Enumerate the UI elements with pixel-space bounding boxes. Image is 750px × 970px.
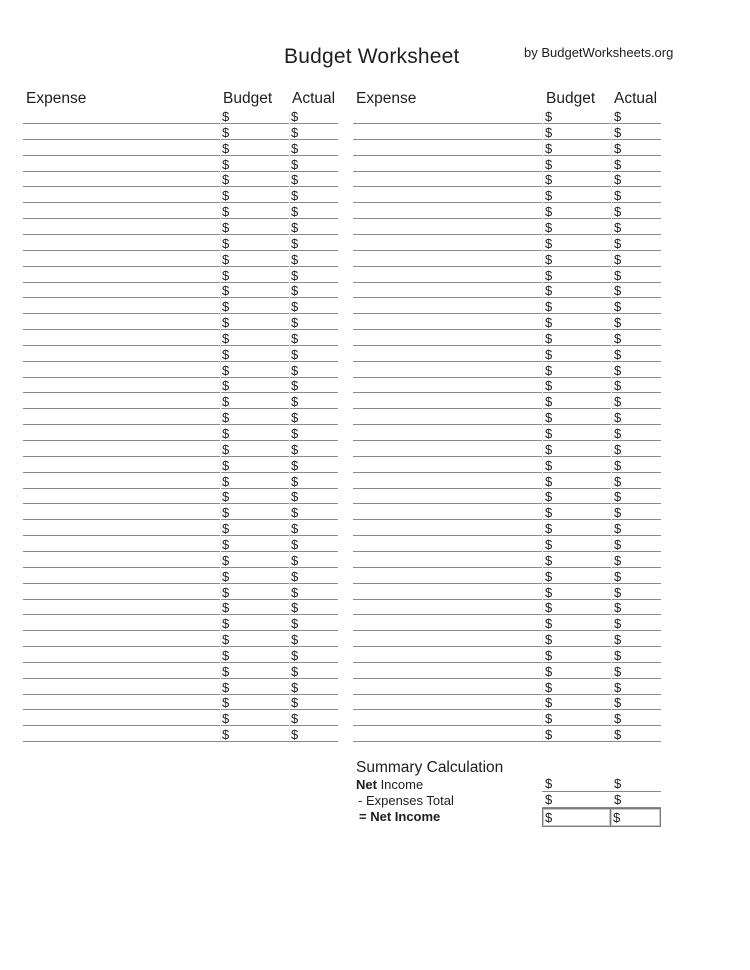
- right-actual-dollar: $: [614, 330, 622, 346]
- right-expense-row-line[interactable]: [353, 709, 661, 710]
- right-actual-dollar: $: [614, 600, 622, 616]
- left-budget-dollar: $: [222, 552, 230, 568]
- left-actual-dollar: $: [291, 552, 299, 568]
- left-budget-dollar: $: [222, 727, 230, 743]
- left-actual-dollar: $: [291, 663, 299, 679]
- left-actual-dollar: $: [291, 362, 299, 378]
- left-budget-dollar: $: [222, 632, 230, 648]
- left-actual-dollar: $: [291, 441, 299, 457]
- right-actual-dollar: $: [614, 457, 622, 473]
- left-actual-dollar: $: [291, 204, 299, 220]
- left-budget-dollar: $: [222, 378, 230, 394]
- right-budget-dollar: $: [545, 219, 553, 235]
- left-actual-dollar: $: [291, 299, 299, 315]
- right-expense-row-line[interactable]: [353, 424, 661, 425]
- right-budget-dollar: $: [545, 410, 553, 426]
- right-expense-row-line[interactable]: [353, 456, 661, 457]
- left-actual-divider: [289, 113, 291, 741]
- right-budget-dollar: $: [545, 156, 553, 172]
- right-expense-row-line[interactable]: [353, 139, 661, 140]
- left-actual-dollar: $: [291, 140, 299, 156]
- left-budget-dollar: $: [222, 267, 230, 283]
- right-actual-dollar: $: [614, 441, 622, 457]
- currency-symbol: $: [613, 810, 621, 825]
- right-expense-row-line[interactable]: [353, 503, 661, 504]
- summary-net-income-label: [356, 777, 423, 792]
- summary-income-text: Income: [376, 777, 424, 792]
- right-budget-dollar: $: [545, 457, 553, 473]
- right-budget-dollar: $: [545, 616, 553, 632]
- right-budget-dollar: $: [545, 315, 553, 331]
- left-budget-dollar: $: [222, 346, 230, 362]
- right-expense-row-line[interactable]: [353, 678, 661, 679]
- right-expense-row-line[interactable]: [353, 646, 661, 647]
- right-budget-dollar: $: [545, 679, 553, 695]
- left-budget-dollar: $: [222, 584, 230, 600]
- summary-net-bold: Net: [356, 777, 377, 792]
- page-title: Budget Worksheet: [284, 45, 460, 68]
- left-budget-dollar: $: [222, 330, 230, 346]
- right-actual-dollar: $: [614, 632, 622, 648]
- left-budget-dollar: $: [222, 283, 230, 299]
- right-expense-row-line[interactable]: [353, 202, 661, 203]
- left-budget-dollar: $: [222, 235, 230, 251]
- right-budget-header: Budget: [546, 90, 596, 107]
- net-income-budget-dollar: $: [545, 776, 553, 791]
- byline: by BudgetWorksheets.org: [524, 45, 674, 60]
- right-expense-row-line[interactable]: [353, 361, 661, 362]
- right-budget-dollar: $: [545, 647, 553, 663]
- net-income-line[interactable]: [542, 791, 661, 792]
- left-actual-dollar: $: [291, 711, 299, 727]
- left-actual-dollar: $: [291, 109, 299, 124]
- right-budget-dollar: $: [545, 441, 553, 457]
- right-actual-dollar: $: [614, 172, 622, 188]
- right-budget-dollar: $: [545, 426, 553, 441]
- right-actual-dollar: $: [614, 426, 622, 441]
- left-actual-header: Actual: [292, 90, 336, 107]
- right-expense-row-line[interactable]: [353, 472, 661, 473]
- left-actual-dollar: $: [291, 505, 299, 521]
- right-budget-dollar: $: [545, 521, 553, 537]
- right-expense-row-line[interactable]: [353, 266, 661, 267]
- right-budget-dollar: $: [545, 378, 553, 394]
- summary-expenses-total-label: - Expenses Total: [358, 793, 454, 808]
- right-expense-row-line[interactable]: [353, 234, 661, 235]
- left-budget-dollar: $: [222, 109, 230, 124]
- summary-title: Summary Calculation: [356, 759, 504, 776]
- right-budget-dollar: $: [545, 584, 553, 600]
- right-budget-dollar: $: [545, 346, 553, 362]
- net-income-budget-box[interactable]: [542, 808, 611, 827]
- left-budget-dollar: $: [222, 124, 230, 140]
- left-actual-dollar: $: [291, 426, 299, 441]
- right-actual-dollar: $: [614, 235, 622, 251]
- right-expense-row-line[interactable]: [353, 440, 661, 441]
- expenses-total-actual-dollar: $: [614, 792, 622, 807]
- right-expense-row-line[interactable]: [353, 408, 661, 409]
- right-budget-dollar: $: [545, 109, 553, 124]
- right-actual-dollar: $: [614, 505, 622, 521]
- right-budget-dollar: $: [545, 663, 553, 679]
- right-expense-row-line[interactable]: [353, 186, 661, 187]
- right-budget-dollar: $: [545, 632, 553, 648]
- left-actual-dollar: $: [291, 283, 299, 299]
- left-actual-dollar: $: [291, 172, 299, 188]
- right-actual-dollar: $: [614, 711, 622, 727]
- expenses-total-budget-dollar: $: [545, 792, 553, 807]
- left-budget-divider: [220, 113, 222, 741]
- right-actual-dollar: $: [614, 283, 622, 299]
- left-actual-dollar: $: [291, 156, 299, 172]
- left-budget-dollar: $: [222, 188, 230, 204]
- left-budget-dollar: $: [222, 394, 230, 410]
- left-budget-dollar: $: [222, 616, 230, 632]
- right-actual-dollar: $: [614, 663, 622, 679]
- right-expense-row-line[interactable]: [353, 313, 661, 314]
- left-actual-dollar: $: [291, 188, 299, 204]
- right-budget-dollar: $: [545, 124, 553, 140]
- right-actual-header: Actual: [614, 90, 658, 107]
- right-budget-dollar: $: [545, 330, 553, 346]
- left-actual-dollar: $: [291, 616, 299, 632]
- left-budget-dollar: $: [222, 679, 230, 695]
- right-actual-dollar: $: [614, 616, 622, 632]
- left-budget-dollar: $: [222, 489, 230, 505]
- right-budget-dollar: $: [545, 267, 553, 283]
- right-expense-header: Expense: [356, 90, 417, 107]
- left-actual-dollar: $: [291, 251, 299, 267]
- left-budget-dollar: $: [222, 647, 230, 663]
- right-actual-dollar: $: [614, 410, 622, 426]
- right-actual-dollar: $: [614, 695, 622, 711]
- left-budget-dollar: $: [222, 156, 230, 172]
- left-budget-header: Budget: [223, 90, 273, 107]
- right-actual-dollar: $: [614, 521, 622, 537]
- right-actual-dollar: $: [614, 124, 622, 140]
- right-actual-dollar: $: [614, 394, 622, 410]
- left-actual-dollar: $: [291, 679, 299, 695]
- right-actual-dollar: $: [614, 204, 622, 220]
- left-actual-dollar: $: [291, 235, 299, 251]
- left-budget-dollar: $: [222, 441, 230, 457]
- left-budget-dollar: $: [222, 457, 230, 473]
- right-expense-row-line[interactable]: [353, 329, 661, 330]
- left-budget-dollar: $: [222, 204, 230, 220]
- left-budget-dollar: $: [222, 600, 230, 616]
- net-income-actual-dollar: $: [614, 776, 622, 791]
- right-budget-dollar: $: [545, 140, 553, 156]
- left-budget-dollar: $: [222, 426, 230, 441]
- left-actual-dollar: $: [291, 473, 299, 489]
- left-budget-dollar: $: [222, 505, 230, 521]
- right-actual-dollar: $: [614, 362, 622, 378]
- left-budget-dollar: $: [222, 410, 230, 426]
- left-budget-dollar: $: [222, 473, 230, 489]
- left-actual-dollar: $: [291, 267, 299, 283]
- right-expense-row-line[interactable]: [353, 297, 661, 298]
- left-actual-dollar: $: [291, 489, 299, 505]
- right-actual-dollar: $: [614, 219, 622, 235]
- right-actual-dollar: $: [614, 315, 622, 331]
- right-actual-dollar: $: [614, 552, 622, 568]
- right-budget-dollar: $: [545, 600, 553, 616]
- right-budget-dollar: $: [545, 299, 553, 315]
- right-expense-row-line[interactable]: [353, 630, 661, 631]
- left-actual-dollar: $: [291, 727, 299, 743]
- right-budget-dollar: $: [545, 188, 553, 204]
- left-budget-dollar: $: [222, 315, 230, 331]
- right-budget-dollar: $: [545, 204, 553, 220]
- right-expense-row-line[interactable]: [353, 345, 661, 346]
- right-expense-row-line[interactable]: [353, 725, 661, 726]
- net-income-actual-box[interactable]: [610, 808, 661, 827]
- right-actual-dollar: $: [614, 568, 622, 584]
- right-actual-dollar: $: [614, 299, 622, 315]
- right-budget-dollar: $: [545, 552, 553, 568]
- right-budget-dollar: $: [545, 536, 553, 552]
- summary-result-label: = Net Income: [359, 809, 441, 824]
- right-expense-row-line[interactable]: [353, 583, 661, 584]
- left-budget-dollar: $: [222, 711, 230, 727]
- left-budget-dollar: $: [222, 568, 230, 584]
- right-actual-dollar: $: [614, 584, 622, 600]
- left-actual-dollar: $: [291, 346, 299, 362]
- right-actual-dollar: $: [614, 156, 622, 172]
- left-actual-dollar: $: [291, 521, 299, 537]
- right-actual-dollar: $: [614, 378, 622, 394]
- left-actual-dollar: $: [291, 219, 299, 235]
- right-expense-row-line[interactable]: [353, 123, 661, 124]
- right-expense-row-line[interactable]: [353, 218, 661, 219]
- right-budget-dollar: $: [545, 172, 553, 188]
- right-budget-dollar: $: [545, 283, 553, 299]
- right-expense-row-line[interactable]: [353, 567, 661, 568]
- right-expense-row-line[interactable]: [353, 662, 661, 663]
- left-budget-dollar: $: [222, 140, 230, 156]
- right-budget-dollar: $: [545, 394, 553, 410]
- left-expense-row-line[interactable]: [23, 741, 338, 742]
- right-budget-dollar: $: [545, 251, 553, 267]
- right-actual-dollar: $: [614, 647, 622, 663]
- left-actual-dollar: $: [291, 410, 299, 426]
- left-actual-dollar: $: [291, 124, 299, 140]
- right-actual-dollar: $: [614, 536, 622, 552]
- right-budget-divider: [542, 113, 544, 741]
- right-actual-dollar: $: [614, 679, 622, 695]
- left-budget-dollar: $: [222, 251, 230, 267]
- left-budget-dollar: $: [222, 536, 230, 552]
- right-actual-dollar: $: [614, 109, 622, 124]
- right-actual-divider: [611, 113, 613, 741]
- left-budget-dollar: $: [222, 172, 230, 188]
- right-actual-dollar: $: [614, 473, 622, 489]
- left-budget-dollar: $: [222, 219, 230, 235]
- right-expense-row-line[interactable]: [353, 614, 661, 615]
- right-expense-row-line[interactable]: [353, 551, 661, 552]
- left-actual-dollar: $: [291, 584, 299, 600]
- right-budget-dollar: $: [545, 711, 553, 727]
- right-budget-dollar: $: [545, 505, 553, 521]
- left-actual-dollar: $: [291, 647, 299, 663]
- left-actual-dollar: $: [291, 330, 299, 346]
- left-budget-dollar: $: [222, 299, 230, 315]
- left-actual-dollar: $: [291, 568, 299, 584]
- left-expense-header: Expense: [26, 90, 87, 107]
- left-actual-dollar: $: [291, 394, 299, 410]
- left-actual-dollar: $: [291, 378, 299, 394]
- currency-symbol: $: [545, 810, 553, 825]
- right-actual-dollar: $: [614, 727, 622, 743]
- right-budget-dollar: $: [545, 489, 553, 505]
- right-budget-dollar: $: [545, 727, 553, 743]
- right-expense-row-line[interactable]: [353, 535, 661, 536]
- right-budget-dollar: $: [545, 473, 553, 489]
- left-actual-dollar: $: [291, 695, 299, 711]
- left-budget-dollar: $: [222, 663, 230, 679]
- left-actual-dollar: $: [291, 536, 299, 552]
- right-budget-dollar: $: [545, 695, 553, 711]
- left-actual-dollar: $: [291, 632, 299, 648]
- left-budget-dollar: $: [222, 521, 230, 537]
- right-expense-row-line[interactable]: [353, 519, 661, 520]
- left-budget-dollar: $: [222, 362, 230, 378]
- right-actual-dollar: $: [614, 489, 622, 505]
- right-expense-row-line[interactable]: [353, 392, 661, 393]
- right-expense-row-line[interactable]: [353, 155, 661, 156]
- right-expense-row-line[interactable]: [353, 250, 661, 251]
- right-expense-row-line[interactable]: [353, 741, 661, 742]
- left-actual-dollar: $: [291, 315, 299, 331]
- left-budget-dollar: $: [222, 695, 230, 711]
- right-budget-dollar: $: [545, 235, 553, 251]
- right-actual-dollar: $: [614, 140, 622, 156]
- right-actual-dollar: $: [614, 251, 622, 267]
- left-actual-dollar: $: [291, 457, 299, 473]
- right-actual-dollar: $: [614, 346, 622, 362]
- right-budget-dollar: $: [545, 568, 553, 584]
- right-actual-dollar: $: [614, 188, 622, 204]
- left-actual-dollar: $: [291, 600, 299, 616]
- right-budget-dollar: $: [545, 362, 553, 378]
- right-actual-dollar: $: [614, 267, 622, 283]
